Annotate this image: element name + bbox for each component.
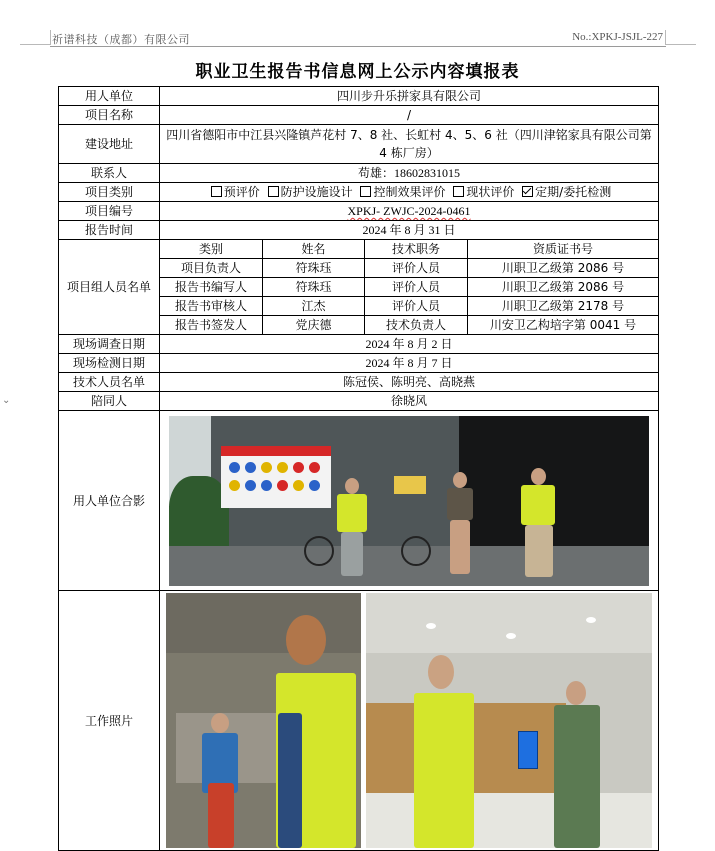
escort-label: 陪同人 [59,392,160,411]
person-head [428,655,454,689]
team-header-title: 技术职务 [365,240,468,259]
contact-label: 联系人 [59,164,160,183]
technicians-label: 技术人员名单 [59,373,160,392]
group-photo-cell [160,411,659,591]
ceiling-light [426,623,436,629]
person-vest [337,494,367,532]
person-body [447,488,473,520]
person-head [345,478,359,494]
option-control-effect: 控制效果评价 [373,185,446,199]
member-title: 评价人员 [365,259,468,278]
test-date-value: 2024 年 8 月 7 日 [160,354,659,373]
member-title: 评价人员 [365,278,468,297]
employer-value: 四川步升乐拼家具有限公司 [160,87,659,106]
person-body [554,705,600,848]
person-head [453,472,467,488]
ceiling-light [586,617,596,623]
checkbox-icon[interactable] [211,186,222,197]
member-cert: 川职卫乙级第 2086 号 [468,278,659,297]
person-vest [414,693,474,848]
bicycle-wheel [401,536,431,566]
group-photo-label: 用人单位合影 [59,411,160,591]
test-date-label: 现场检测日期 [59,354,160,373]
work-photos-label: 工作照片 [59,591,160,851]
option-protection-design: 防护设施设计 [280,185,353,199]
header-doc-number: No.:XPKJ-JSJL-227 [572,31,663,43]
checkbox-icon[interactable] [453,186,464,197]
report-date-value: 2024 年 8 月 31 日 [160,221,659,240]
contact-value: 苟雄：18602831015 [160,164,659,183]
checkbox-icon[interactable] [360,186,371,197]
work-photo-2 [366,593,652,848]
safety-sign [221,446,331,508]
team-header-category: 类别 [160,240,263,259]
checkbox-checked-icon[interactable] [522,186,533,197]
info-table [58,86,659,851]
page-title: 职业卫生报告书信息网上公示内容填报表 [195,62,520,82]
member-cert: 川安卫乙构培字第 0041 号 [468,316,659,335]
ceiling-light [506,633,516,639]
escort-value: 徐晓风 [160,392,659,411]
project-name-label: 项目名称 [59,106,160,125]
group-photo [169,416,649,586]
project-no-label: 项目编号 [59,202,160,221]
ceiling [366,593,652,653]
work-photos [162,593,656,848]
person-legs [525,525,553,577]
person-head [566,681,586,705]
project-type-options [160,183,659,202]
option-pre-evaluation: 预评价 [223,185,260,199]
option-periodic-testing: 定期/委托检测 [535,185,612,199]
person-legs [341,532,363,576]
member-name: 符珠珏 [263,259,365,278]
member-category: 报告书编写人 [160,278,263,297]
member-cert: 川职卫乙级第 2086 号 [468,259,659,278]
member-name: 江杰 [263,297,365,316]
member-cert: 川职卫乙级第 2178 号 [468,297,659,316]
employer-label: 用人单位 [59,87,160,106]
survey-date-value: 2024 年 8 月 2 日 [160,335,659,354]
work-photo-1 [166,593,361,848]
address-value: 四川省德阳市中江县兴隆镇芦花村 7、8 社、长虹村 4、5、6 社（四川津铭家具有限公司第 4 栋厂房） [160,125,659,164]
work-photos-cell [160,591,659,851]
member-name: 党庆德 [263,316,365,335]
detector-device [518,731,538,769]
address-label: 建设地址 [59,125,160,164]
survey-date-label: 现场调查日期 [59,335,160,354]
page-corner-mark-left [20,30,51,45]
member-name: 符珠珏 [263,278,365,297]
ceiling [166,593,361,653]
chevron-down-icon[interactable]: ⌄ [2,395,11,406]
person-shirt [278,713,302,848]
project-no-value: XPKJ- ZWJC-2024-0461 [160,202,659,221]
member-category: 报告书审核人 [160,297,263,316]
team-label: 项目组人员名单 [59,240,160,335]
header-rule [50,46,666,47]
report-date-label: 报告时间 [59,221,160,240]
member-category: 报告书签发人 [160,316,263,335]
project-name-value: / [160,106,659,125]
worker-apron [208,783,234,848]
person-head [531,468,546,485]
page-corner-mark-right [665,30,696,45]
shrub [169,476,229,556]
header-company: 祈谱科技（成都）有限公司 [52,33,190,46]
technicians-value: 陈冠侯、陈明亮、高晓燕 [160,373,659,392]
option-status-evaluation: 现状评价 [466,185,515,199]
checkbox-icon[interactable] [268,186,279,197]
floor-stack [366,793,652,848]
person-vest [521,485,555,525]
member-category: 项目负责人 [160,259,263,278]
bicycle-wheel [304,536,334,566]
person-legs [450,520,470,574]
factory-interior [459,416,649,546]
project-type-label: 项目类别 [59,183,160,202]
member-title: 评价人员 [365,297,468,316]
team-header-cert: 资质证书号 [468,240,659,259]
company-board [394,476,426,494]
team-header-name: 姓名 [263,240,365,259]
member-title: 技术负责人 [365,316,468,335]
person-head [286,615,326,665]
